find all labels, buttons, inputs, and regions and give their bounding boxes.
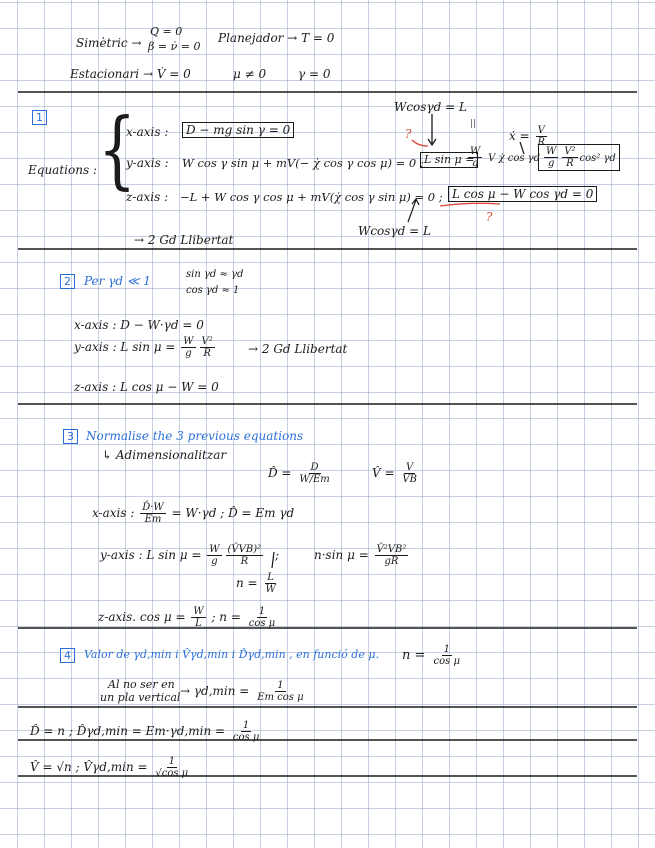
s1-z-axis: z-axis : — [126, 190, 169, 204]
s2-title: Per γd ≪ 1 — [84, 274, 151, 288]
s4-gamma-den: Em cos μ — [257, 692, 304, 703]
red-underline-icon — [440, 203, 500, 206]
mu-nonzero: μ ≠ 0 — [233, 67, 267, 81]
s1-z-eq: −L + W cos γ cos μ + mV(χ̇ cos γ sin μ) = 0 ; — [180, 190, 443, 204]
s3-y-semicolon: ; — [274, 548, 280, 562]
equations-brace: { — [98, 101, 137, 199]
s3-n-num: L — [267, 572, 274, 583]
s1-y-mid-den: g — [471, 158, 479, 169]
gamma-zero: γ = 0 — [298, 67, 331, 81]
planejador: Planejador → T = 0 — [218, 31, 335, 45]
s4-dhat-num: 1 — [242, 720, 250, 731]
s3-z-n-lead: ; n = — [211, 610, 241, 624]
simetric-lead: Simètric → — [76, 36, 142, 50]
s3-x-frac-den: Em — [144, 514, 162, 525]
s2-dof: → 2 Gd Llibertat — [248, 342, 348, 356]
s3-y-lead: y-axis : L sin μ = — [100, 548, 202, 562]
s3-n-den: W — [265, 584, 276, 595]
s2-y-v-den: R — [203, 348, 211, 359]
tick-mark-icon — [520, 142, 524, 154]
s1-y-box1: L sin μ = — [420, 152, 478, 168]
s1-y-box2-w-den: g — [547, 158, 555, 169]
s4-n-num: 1 — [443, 644, 450, 655]
s2-y-lead: y-axis : L sin μ = — [74, 340, 176, 354]
s1-x-axis: x-axis : — [126, 125, 169, 139]
s1-xdot-den: R — [537, 137, 545, 148]
estacionari: Estacionari → V̇ = 0 — [70, 67, 191, 81]
s1-y-box2-tail: cos² γd — [579, 153, 616, 164]
s2-approx-sin: sin γd ≈ γd — [186, 269, 244, 280]
s1-question-bottom: ? — [486, 210, 493, 224]
s3-subtitle: ↳ Adimensionalitzar — [102, 448, 227, 462]
s1-question-top: ? — [405, 127, 412, 141]
s2-z-eq: z-axis : L cos μ − W = 0 — [74, 380, 219, 394]
s1-y-mid-tail: V χ̇ cos γd — [488, 153, 541, 164]
s3-y-w-num: W — [209, 544, 220, 555]
s4-dhat-text: D̂ = n ; D̂γd,min = Em·γd,min = — [30, 724, 226, 738]
s1-bottom-note: Wcosγd = L — [358, 224, 431, 238]
arrow-small-icon — [272, 552, 274, 568]
section-4-number: 4 — [60, 648, 75, 663]
s1-y-box2-w-num: W — [546, 146, 557, 157]
s1-xdot-lead: ẋ = — [509, 129, 530, 143]
s3-z-lead: z-axis. cos μ = — [98, 610, 186, 624]
s3-z-n-num: 1 — [258, 606, 266, 617]
s2-y-w-den: g — [185, 348, 192, 359]
s3-vhat-num: V — [406, 462, 414, 473]
s1-y-box2-v-num: V² — [564, 146, 576, 157]
s3-dhat-den: W/Em — [299, 474, 330, 485]
simetric-q: Q = 0 — [150, 25, 183, 38]
s1-top-note: Wcosγd = L — [394, 100, 467, 114]
s3-n-lead: n = — [236, 576, 258, 590]
red-arrow-top-icon — [412, 140, 428, 146]
s4-gamma-lead: → γd,min = — [180, 684, 250, 698]
section-1-number: 1 — [32, 110, 47, 125]
s2-approx-cos: cos γd ≈ 1 — [186, 285, 240, 296]
s3-y-n-num: V̂²VB² — [376, 544, 407, 555]
s4-vhat-den: √cos μ — [155, 768, 189, 779]
s3-x-lead: x-axis : — [92, 506, 135, 520]
s3-vhat-lead: V̂ = — [372, 466, 395, 480]
s3-z-num: W — [193, 606, 204, 617]
s2-y-v-num: V² — [201, 336, 213, 347]
s3-vhat-den: VB — [402, 474, 417, 485]
s1-y-axis: y-axis : — [126, 156, 169, 170]
s4-note-2: un pla vertical — [100, 691, 181, 704]
s2-y-w-num: W — [183, 336, 194, 347]
s4-vhat-num: 1 — [168, 756, 175, 767]
s4-vhat-text: V̂ = √n ; V̂γd,min = — [30, 760, 148, 774]
equations-label: Equations : — [28, 163, 97, 177]
arrow-down-icon — [428, 114, 436, 145]
s4-dhat-den: cos μ — [232, 732, 260, 743]
s1-z-box: L cos μ − W cos γd = 0 — [448, 186, 597, 202]
section-3-number: 3 — [63, 429, 78, 444]
s3-y-v-den: R — [240, 556, 249, 567]
s4-n-lead: n = — [402, 648, 426, 663]
s3-z-n-den: cos μ — [248, 618, 276, 629]
s1-xdot-num: V — [537, 125, 545, 136]
s3-y-n-den: gR — [384, 556, 399, 567]
ditto-mark-icon: || — [470, 119, 477, 129]
s3-x-rest: = W·γd ; D̂ = Em γd — [171, 506, 295, 520]
s4-n-den: cos μ — [433, 656, 460, 667]
s3-y-v-num: (V̂VB)² — [227, 544, 262, 555]
simetric-beta: β = ν̇ = 0 — [148, 40, 201, 53]
section-2-number: 2 — [60, 274, 75, 289]
s1-y-mid-num: W — [470, 146, 481, 157]
s1-y-eq: W cos γ sin μ + mV(− χ̇ cos γ cos μ) = 0 ; — [182, 156, 424, 170]
s3-dhat-num: D — [310, 462, 319, 473]
s3-y-w-den: g — [211, 556, 218, 567]
s3-x-frac-num: D̂·W — [142, 502, 164, 513]
s4-gamma-num: 1 — [277, 680, 284, 691]
s1-y-box2-v-den: R — [566, 158, 574, 169]
s3-dhat-lead: D̂ = — [268, 466, 292, 480]
arrow-up-icon — [408, 199, 419, 222]
s2-x-eq: x-axis : D − W·γd = 0 — [74, 318, 204, 332]
s3-z-den: L — [195, 618, 202, 629]
s4-title: Valor de γd,min i V̂γd,min i D̂γd,min , en funció de μ. — [84, 648, 379, 661]
s1-dof: → 2 Gd Llibertat — [134, 233, 234, 247]
s1-x-eq-box: D − mg sin γ = 0 — [182, 122, 294, 138]
s3-y-n-lead: n·sin μ = — [314, 548, 369, 562]
s3-title: Normalise the 3 previous equations — [86, 429, 304, 443]
s4-note-1: Al no ser en — [108, 678, 175, 691]
